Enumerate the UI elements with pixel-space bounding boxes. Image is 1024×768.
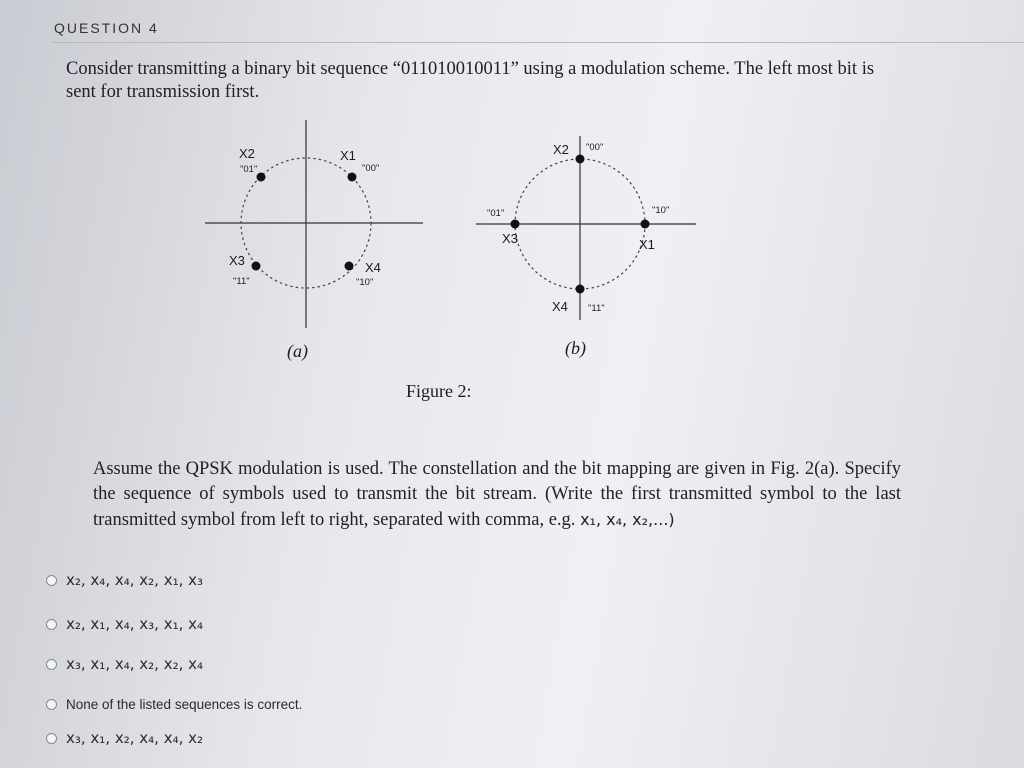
constellation-b [476,136,696,359]
radio-button[interactable] [46,659,57,670]
point-a-x1 [348,173,357,182]
option-3[interactable] [46,652,203,676]
radio-button[interactable] [46,733,57,744]
question-intro: Consider transmitting a binary bit sequence “011010010011” using a modulation scheme. The left most bit is sent for transmission first. [66,59,875,102]
figure-caption: Figure 2: [406,381,472,401]
bits-b-x2: "00" [586,142,604,153]
label-a-x1: X1 [340,148,356,163]
label-b-x2: X2 [553,142,569,157]
point-b-x1 [641,220,650,229]
option-4[interactable] [46,692,302,716]
panel-a-label: (a) [287,341,308,361]
option-label: x₃, x₁, x₄, x₂, x₂, x₄ [66,655,204,673]
option-2[interactable] [46,612,203,636]
option-5[interactable] [46,726,203,750]
label-b-x1: X1 [639,237,655,252]
option-label: x₃, x₁, x₂, x₄, x₄, x₂ [66,729,204,747]
bits-b-x1: "10" [652,205,670,216]
question-number: QUESTION 4 [54,20,159,36]
point-a-x2 [257,173,266,182]
point-b-x4 [576,285,585,294]
question-prompt [93,457,901,533]
panel-b-label: (b) [565,338,586,358]
point-a-x3 [252,262,261,271]
option-label: None of the listed sequences is correct. [66,696,303,712]
option-1[interactable] [46,568,203,592]
label-a-x3: X3 [229,253,245,268]
prompt-text: Assume the QPSK modulation is used. The constellation and the bit mapping are given in Fig. 2(a). Specify the sequence of symbols used to transmit the bit stream. (Write the first transmitted symbol to the last transmitted symbol from left to right, separated with comma, e.g. [93,459,901,530]
label-a-x4: X4 [365,260,381,275]
radio-button[interactable] [46,699,57,710]
label-b-x4: X4 [552,299,568,314]
label-b-x3: X3 [502,231,518,246]
option-label: x₂, x₄, x₄, x₂, x₁, x₃ [66,571,204,589]
point-b-x2 [576,155,585,164]
bits-b-x3: "01" [487,208,505,219]
radio-button[interactable] [46,575,57,586]
label-a-x2: X2 [239,146,255,161]
bits-a-x3: "11" [233,276,250,287]
point-a-x4 [345,262,354,271]
bits-a-x2: "01" [240,164,258,175]
bits-a-x1: "00" [362,163,380,174]
bits-b-x4: "11" [588,303,605,314]
radio-button[interactable] [46,619,57,630]
bits-a-x4: "10" [356,277,374,288]
point-b-x3 [511,220,520,229]
prompt-example: x₁, x₄, x₂,...) [580,510,675,529]
constellation-a [205,120,423,362]
option-label: x₂, x₁, x₄, x₃, x₁, x₄ [66,615,204,633]
